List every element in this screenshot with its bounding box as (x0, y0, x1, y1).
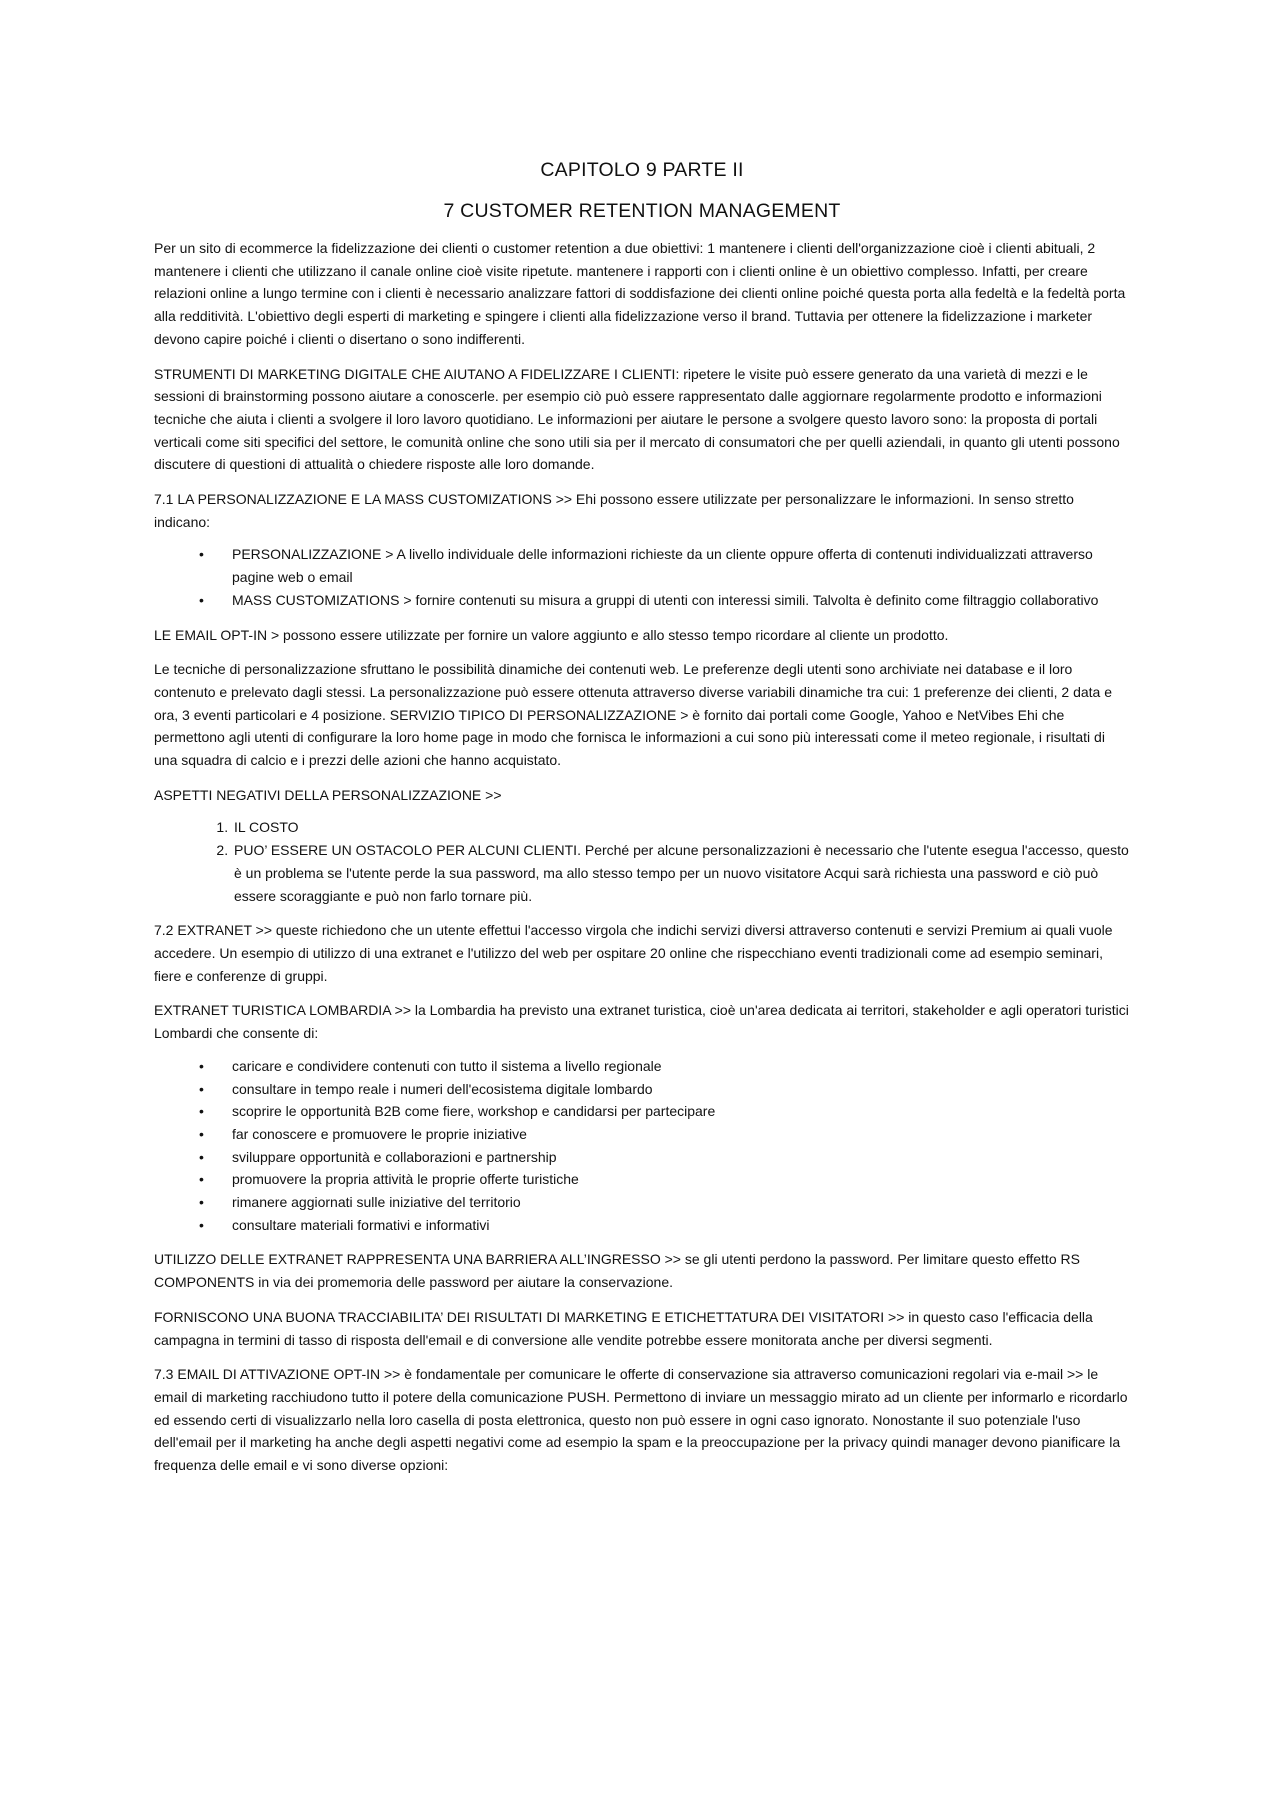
paragraph-email-attivazione: 7.3 EMAIL DI ATTIVAZIONE OPT-IN >> è fondamentale per comunicare le offerte di conservazione sia attraverso comunicazioni regolari via e-mail >> le email di marketing racchiudono tutto il potere della comunicazione PUSH. Permettono di inviare un messaggio mirato ad un cliente per informarlo e ricordarlo ed essendo certi di visualizzarlo nella loro casella di posta elettronica, questo non può essere in ogni caso ignorato. Nonostante il suo potenziale l'uso dell'email per il marketing ha anche degli aspetti negativi come ad esempio la spam e la preoccupazione per la privacy quindi manager devono pianificare la frequenza delle email e vi sono diverse opzioni: (154, 1366, 1128, 1474)
paragraph-extranet: 7.2 EXTRANET >> queste richiedono che un utente effettui l'accesso virgola che indichi servizi diversi attraverso contenuti e servizi Premium ai quali vuole accedere. Un esempio di utilizzo di una extranet e l'utilizzo del web per ospitare 20 online che rispecchiano eventi tradizionali come ad esempio seminari, fiere e conferenze di gruppi. (154, 922, 1113, 984)
paragraph-extranet-lombardia: EXTRANET TURISTICA LOMBARDIA >> la Lombardia ha previsto una extranet turistica, cioè un'area dedicata ai territori, stakeholder e agli operatori turistici Lombardi che consente di: (154, 1002, 1129, 1042)
list-item: • scoprire le opportunità B2B come fiere, workshop e candidarsi per partecipare (232, 1100, 1130, 1123)
list-item: • sviluppare opportunità e collaborazioni e partnership (232, 1146, 1130, 1169)
list-extranet-lombardia (154, 1055, 1130, 1237)
paragraph-aspetti-negativi: ASPETTI NEGATIVI DELLA PERSONALIZZAZIONE >> (154, 786, 502, 803)
paragraph-barriera: UTILIZZO DELLE EXTRANET RAPPRESENTA UNA BARRIERA ALL’INGRESSO >> se gli utenti perdono la password. Per limitare questo effetto RS COMPONENTS in via dei promemoria delle password per aiutare la conservazione. (154, 1251, 1080, 1291)
list-aspetti-negativi (154, 816, 1130, 907)
list-item: 2. PUO’ ESSERE UN OSTACOLO PER ALCUNI CLIENTI. Perché per alcune personalizzazioni è necessario che l'utente esegua l'accesso, questo è un problema se l'utente perde la sua password, ma allo stesso tempo per un nuovo visitatore Acqui sarà richiesta una password e ciò può essere scoraggiante e può non farlo tornare più. (232, 839, 1130, 907)
list-item: • rimanere aggiornati sulle iniziative del territorio (232, 1191, 1130, 1214)
paragraph-strumenti: STRUMENTI DI MARKETING DIGITALE CHE AIUTANO A FIDELIZZARE I CLIENTI: ripetere le visite può essere generato da una varietà di mezzi e le sessioni di brainstorming possono aiutare a conoscerle. per esempio ciò può essere rappresentato dalle aggiornare regolarmente prodotto e informazioni tecniche che aiuta i clienti a svolgere il loro lavoro quotidiano. Le informazioni per aiutare le persone a svolgere questo lavoro sono: la proposta di portali verticali come siti specifici del settore, le comunità online che sono utili sia per il mercato di consumatori che per quelli aziendali, in quanto gli utenti possono discutere di questioni di attualità o chiedere risposte alle loro domande. (154, 365, 1120, 473)
paragraph-intro: Per un sito di ecommerce la fidelizzazione dei clienti o customer retention a due obiettivi: 1 mantenere i clienti dell'organizzazione cioè i clienti abituali, 2 mantenere i clienti che utilizzano il canale online cioè visite ripetute. mantenere i rapporti con i clienti online è un obiettivo complesso. Infatti, per creare relazioni online a lungo termine con i clienti è necessario analizzare fattori di soddisfazione dei clienti online poiché questa porta alla fedeltà e la fedeltà porta alla redditività. L'obiettivo degli esperti di marketing e spingere i clienti alla fidelizzazione verso il brand. Tuttavia per ottenere la fidelizzazione i marketer devono capire poiché i clienti o disertano o sono indifferenti. (154, 240, 1126, 347)
paragraph-personalizzazione: 7.1 LA PERSONALIZZAZIONE E LA MASS CUSTOMIZATIONS >> Ehi possono essere utilizzate per personalizzare le informazioni. In senso stretto indicano: (154, 491, 1074, 530)
list-item: • consultare in tempo reale i numeri dell'ecosistema digitale lombardo (232, 1078, 1130, 1101)
chapter-title: CAPITOLO 9 PARTE II (540, 159, 744, 181)
list-item: 1. IL COSTO (232, 816, 1130, 839)
list-personalizzazione (154, 543, 1130, 611)
list-item: • promuovere la propria attività le proprie offerte turistiche (232, 1168, 1130, 1191)
paragraph-email-opt-in: LE EMAIL OPT-IN > possono essere utilizzate per fornire un valore aggiunto e allo stesso tempo ricordare al cliente un prodotto. (154, 626, 949, 643)
list-item: • far conoscere e promuovere le proprie iniziative (232, 1123, 1130, 1146)
list-item: • consultare materiali formativi e informativi (232, 1214, 1130, 1237)
list-item: • MASS CUSTOMIZATIONS > fornire contenuti su misura a gruppi di utenti con interessi simili. Talvolta è definito come filtraggio collaborativo (232, 589, 1130, 612)
document-page (154, 150, 1130, 1489)
paragraph-tecniche: Le tecniche di personalizzazione sfruttano le possibilità dinamiche dei contenuti web. Le preferenze degli utenti sono archiviate nei database e il loro contenuto e prelevato dagli stessi. La personalizzazione può essere ottenuta attraverso diverse variabili dinamiche tra cui: 1 preferenze dei clienti, 2 data e ora, 3 eventi particolari e 4 posizione. SERVIZIO TIPICO DI PERSONALIZZAZIONE > è fornito dai portali come Google, Yahoo e NetVibes Ehi che permettono agli utenti di configurare la loro home page in modo che fornisca le informazioni a cui sono più interessati come il meteo regionale, i risultati di una squadra di calcio e i prezzi delle azioni che hanno acquistato. (154, 661, 1113, 769)
paragraph-tracciabilita: FORNISCONO UNA BUONA TRACCIABILITA’ DEI RISULTATI DI MARKETING E ETICHETTATURA DEI VISITATORI >> in questo caso l'efficacia della campagna in termini di tasso di risposta dell'email e di conversione alle vendite potrebbe essere monitorata anche per diversi segmenti. (154, 1308, 1093, 1348)
section-title: 7 CUSTOMER RETENTION MANAGEMENT (443, 200, 841, 222)
list-item: • PERSONALIZZAZIONE > A livello individuale delle informazioni richieste da un cliente oppure offerta di contenuti individualizzati attraverso pagine web o email (232, 543, 1130, 588)
list-item: • caricare e condividere contenuti con tutto il sistema a livello regionale (232, 1055, 1130, 1078)
